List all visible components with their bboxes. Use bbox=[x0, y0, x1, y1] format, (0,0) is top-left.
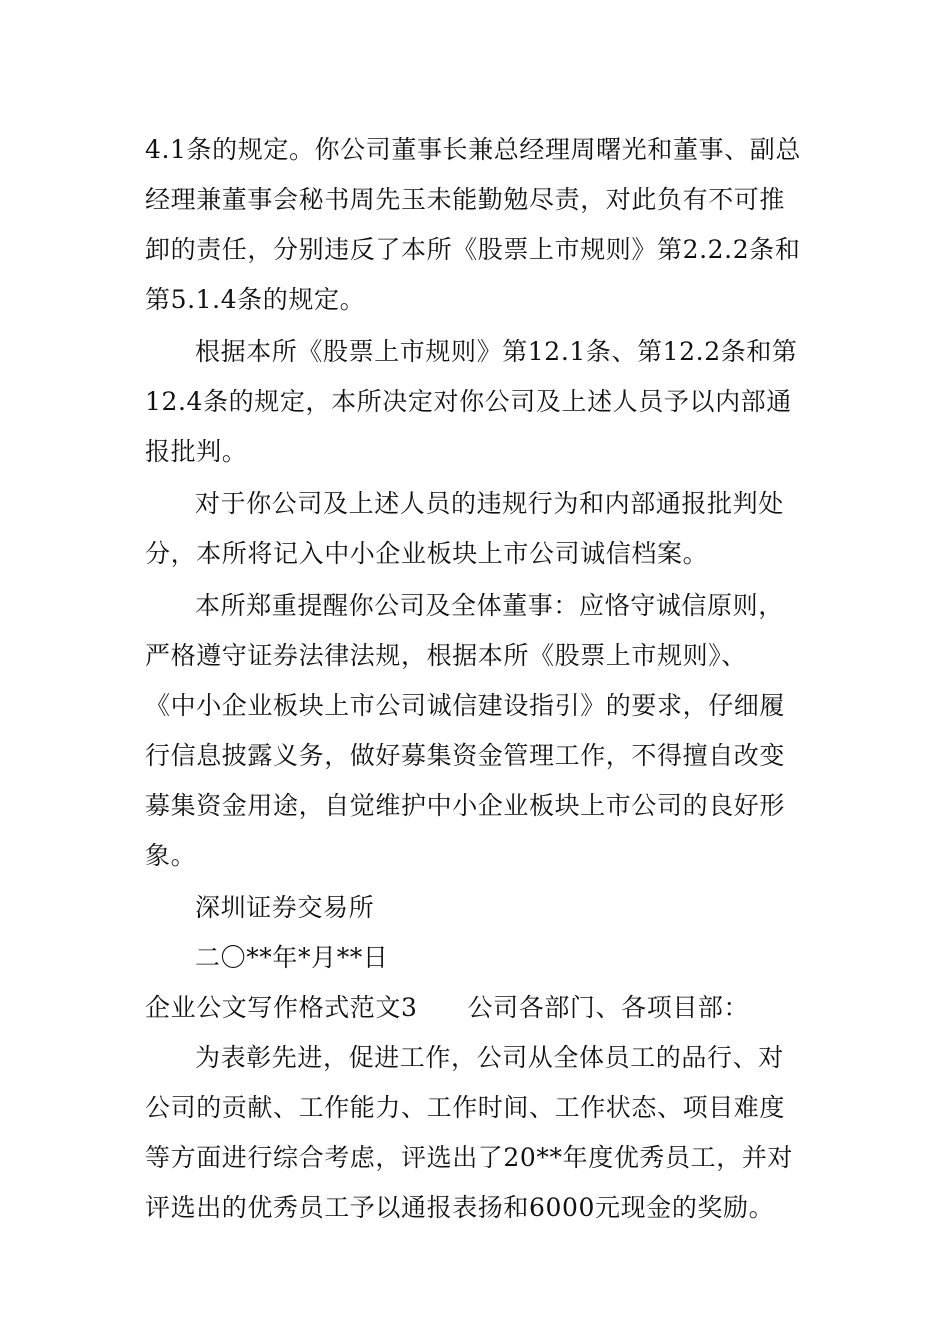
text-line: 12.4条的规定，本所决定对你公司及上述人员予以内部通 bbox=[145, 387, 792, 416]
text-line: 经理兼董事会秘书周先玉未能勤勉尽责，对此负有不可推 bbox=[145, 185, 786, 214]
salutation: 公司各部门、各项目部： bbox=[467, 993, 750, 1022]
paragraph-start: 本所郑重提醒你公司及全体董事：应恪守诚信原则， bbox=[195, 591, 784, 620]
text-line: 公司的贡献、工作能力、工作时间、工作状态、项目难度 bbox=[145, 1093, 786, 1122]
section-heading-line bbox=[145, 990, 749, 1026]
text-line: 行信息披露义务，做好募集资金管理工作，不得擅自改变 bbox=[145, 741, 786, 770]
issue-date: 二〇**年*月**日 bbox=[195, 943, 389, 972]
text-line: 《中小企业板块上市公司诚信建设指引》的要求，仔细履 bbox=[145, 691, 786, 720]
text-line: 评选出的优秀员工予以通报表扬和6000元现金的奖励。 bbox=[145, 1193, 775, 1222]
text-line: 报批判。 bbox=[145, 437, 248, 466]
issuer-signature: 深圳证券交易所 bbox=[195, 893, 375, 922]
text-line: 第5.1.4条的规定。 bbox=[145, 285, 366, 314]
text-line: 卸的责任，分别违反了本所《股票上市规则》第2.2.2条和 bbox=[145, 235, 801, 264]
section-heading: 企业公文写作格式范文3 bbox=[145, 993, 418, 1022]
text-line: 募集资金用途，自觉维护中小企业板块上市公司的良好形 bbox=[145, 791, 786, 820]
text-line: 严格遵守证券法律法规，根据本所《股票上市规则》、 bbox=[145, 641, 747, 670]
text-line: 象。 bbox=[145, 841, 197, 870]
text-line: 等方面进行综合考虑，评选出了20**年度优秀员工，并对 bbox=[145, 1143, 794, 1172]
text-line: 4.1条的规定。你公司董事长兼总经理周曙光和董事、副总 bbox=[145, 135, 801, 164]
paragraph-start: 对于你公司及上述人员的违规行为和内部通报批判处 bbox=[195, 489, 784, 518]
paragraph-start: 为表彰先进，促进工作，公司从全体员工的品行、对 bbox=[195, 1043, 784, 1072]
text-line: 分，本所将记入中小企业板块上市公司诚信档案。 bbox=[145, 539, 709, 568]
paragraph-start: 根据本所《股票上市规则》第12.1条、第12.2条和第 bbox=[195, 337, 798, 366]
